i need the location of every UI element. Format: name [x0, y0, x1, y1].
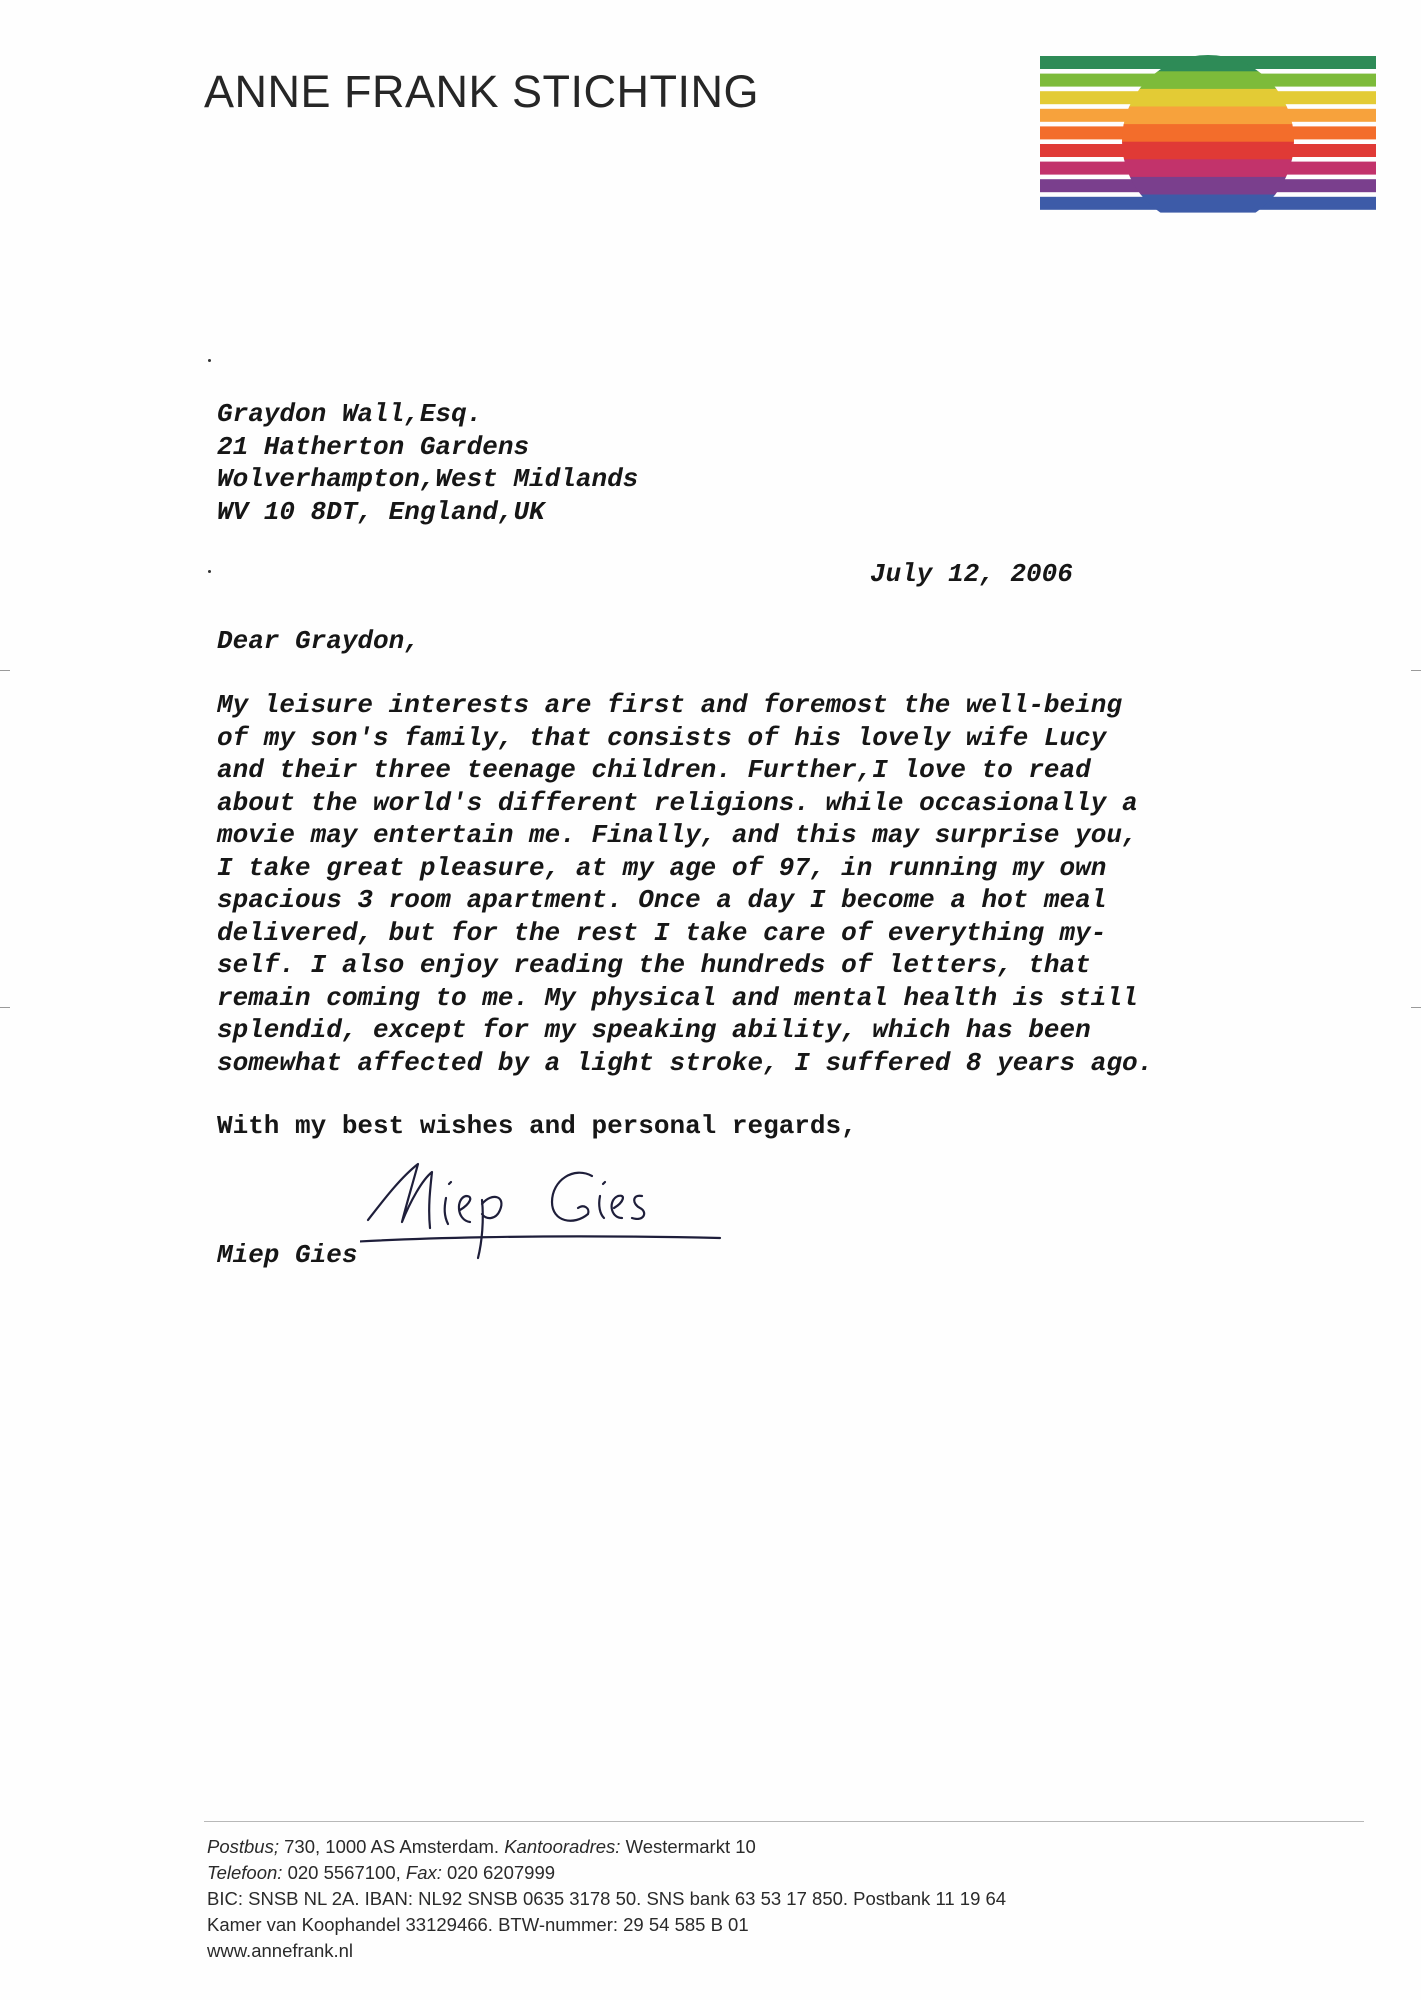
body-line: remain coming to me. My physical and mental health is still [217, 982, 1138, 1013]
closing-line: With my best wishes and personal regards, [217, 1111, 857, 1141]
fold-mark [1411, 1007, 1421, 1008]
footer-registration-line: Kamer van Koophandel 33129466. BTW-nummer: 29 54 585 B 01 [207, 1914, 749, 1935]
office-address-label: Kantooradres: [504, 1836, 621, 1857]
phone-label: Telefoon: [207, 1862, 283, 1883]
fold-mark [1411, 670, 1421, 671]
body-line: about the world's different religions. while occasionally a [217, 787, 1138, 818]
footer-phone-line [207, 1860, 1006, 1886]
letter-body [217, 689, 1153, 1079]
punch-mark [208, 359, 211, 362]
address-line: Wolverhampton,West Midlands [217, 464, 639, 494]
fold-mark [0, 670, 10, 671]
rainbow-stripes-logo-icon [1038, 54, 1378, 228]
body-line: somewhat affected by a light stroke, I suffered 8 years ago. [217, 1047, 1154, 1078]
footer-website-link[interactable]: www.annefrank.nl [207, 1940, 354, 1961]
body-line: I take great pleasure, at my age of 97, in running my own [217, 852, 1107, 883]
office-address-value: Westermarkt 10 [620, 1836, 756, 1857]
salutation: Dear Graydon, [217, 626, 420, 656]
body-line: splendid, except for my speaking ability, which has been [217, 1015, 1091, 1045]
body-line: self. I also enjoy reading the hundreds of letters, that [217, 950, 1091, 980]
body-line: and their three teenage children. Further,I love to read [217, 755, 1091, 785]
postbus-value: 730, 1000 AS Amsterdam. [279, 1836, 505, 1857]
typed-signer-name: Miep Gies [217, 1240, 358, 1270]
body-line: movie may entertain me. Finally, and this may surprise you, [217, 820, 1138, 850]
punch-mark [208, 570, 211, 573]
recipient-address [217, 398, 638, 528]
address-line: Graydon Wall,Esq. [217, 399, 483, 429]
footer-address-line [207, 1834, 1006, 1860]
handwritten-signature [360, 1150, 740, 1280]
address-line: 21 Hatherton Gardens [217, 431, 530, 462]
phone-value: 020 5567100, [282, 1862, 406, 1883]
fold-mark [0, 1007, 10, 1008]
footer-bank-line: BIC: SNSB NL 2A. IBAN: NL92 SNSB 0635 3178 50. SNS bank 63 53 17 850. Postbank 11 19 64 [207, 1888, 1007, 1909]
organization-name: ANNE FRANK STICHTING [204, 66, 760, 117]
postbus-label: Postbus; [207, 1836, 279, 1857]
body-line: spacious 3 room apartment. Once a day I become a hot meal [217, 885, 1107, 915]
footer-divider [204, 1821, 1364, 1822]
body-line: My leisure interests are first and foremost the well-being [217, 690, 1122, 720]
fax-label: Fax: [405, 1862, 442, 1883]
letter-date: July 12, 2006 [870, 559, 1073, 589]
body-line: delivered, but for the rest I take care of everything my- [217, 917, 1107, 948]
body-line: of my son's family, that consists of his lovely wife Lucy [217, 722, 1107, 753]
address-line: WV 10 8DT, England,UK [217, 496, 545, 527]
letterhead-footer [207, 1834, 1006, 1964]
fax-value: 020 6207999 [441, 1862, 556, 1883]
